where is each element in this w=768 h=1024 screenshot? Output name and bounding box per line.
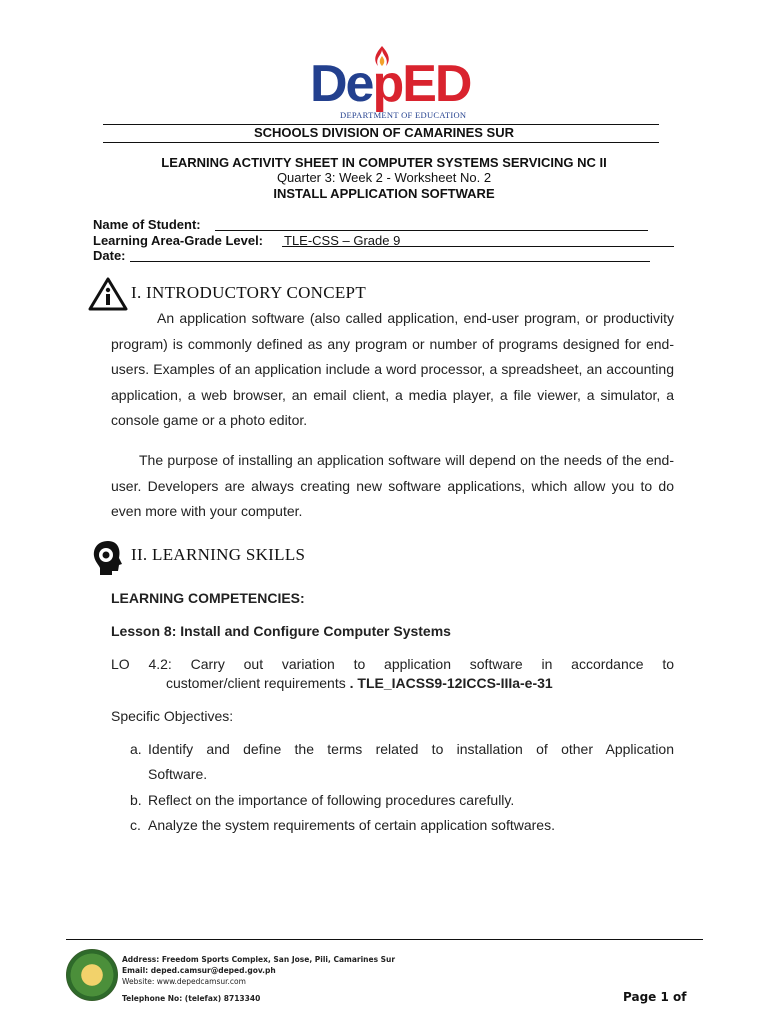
header-divider-2 <box>103 142 659 143</box>
page-number: Page 1 of <box>623 990 687 1004</box>
learning-area-label: Learning Area-Grade Level: <box>93 233 264 248</box>
footer-website[interactable]: Website: www.depedcamsur.com <box>122 977 246 986</box>
objective-marker: c. <box>130 817 141 833</box>
competency-code: . TLE_IACSS9-12ICCS-IIIa-e-31 <box>349 675 553 691</box>
objective-text: Analyze the system requirements of certain application softwares. <box>148 817 555 833</box>
student-name-line[interactable] <box>215 218 648 231</box>
date-line[interactable] <box>130 249 650 262</box>
deped-logo <box>0 44 768 124</box>
sheet-quarter: Quarter 3: Week 2 - Worksheet No. 2 <box>276 170 492 185</box>
footer-address: Address: Freedom Sports Complex, San Jose, Pili, Camarines Sur <box>122 955 396 964</box>
division-seal-logo <box>66 949 118 1001</box>
logo-subtitle: DEPARTMENT OF EDUCATION <box>340 110 467 120</box>
division-name: SCHOOLS DIVISION OF CAMARINES SUR <box>253 125 515 140</box>
logo-text-p: p <box>372 55 403 113</box>
footer-email[interactable]: Email: deped.camsur@deped.gov.ph <box>122 966 276 975</box>
specific-objectives-label: Specific Objectives: <box>111 708 234 724</box>
learning-competencies-heading: LEARNING COMPETENCIES: <box>111 590 305 606</box>
learning-outcome-text: customer/client requirements <box>166 675 346 691</box>
sheet-title: LEARNING ACTIVITY SHEET IN COMPUTER SYSTEMS SERVICING NC II <box>161 155 607 170</box>
lesson-title: Lesson 8: Install and Configure Computer Systems <box>111 623 451 639</box>
logo-text-ed: ED <box>402 55 471 113</box>
learning-outcome-line-1: LO 4.2: Carry out variation to application software in accordance to <box>111 656 674 672</box>
section-2-heading: II. LEARNING SKILLS <box>131 545 306 564</box>
learning-outcome-line-2 <box>166 675 553 691</box>
footer-divider <box>66 939 703 940</box>
head-gear-icon <box>90 538 126 578</box>
intro-paragraph-2: The purpose of installing an application software will depend on the needs of the end-user. Developers are always creating new software applications, which allow you to do even more with your computer. <box>111 452 674 519</box>
intro-paragraph-1: An application software (also called application, end-user program, or productivity program) is commonly defined as any program or number of programs designed for end-users. Examples of an application include a word processor, a spreadsheet, an accounting application, a web browser, an email client, a media player, a file viewer, a simulator, a console game or a photo editor. <box>111 310 674 428</box>
objective-text-cont: Software. <box>148 766 208 782</box>
sheet-topic: INSTALL APPLICATION SOFTWARE <box>273 186 495 201</box>
footer-telephone: Telephone No: (telefax) 8713340 <box>122 994 261 1003</box>
objective-marker: a. <box>130 741 142 757</box>
objective-text: Identify and define the terms related to installation of other Application <box>148 741 674 757</box>
objective-text: Reflect on the importance of following procedures carefully. <box>148 792 515 808</box>
section-1-heading: I. INTRODUCTORY CONCEPT <box>131 283 366 302</box>
logo-text-de: De <box>310 55 373 113</box>
student-name-label: Name of Student: <box>93 217 201 232</box>
learning-area-value: TLE-CSS – Grade 9 <box>284 233 401 248</box>
objective-marker: b. <box>130 792 142 808</box>
date-label: Date: <box>93 248 126 263</box>
